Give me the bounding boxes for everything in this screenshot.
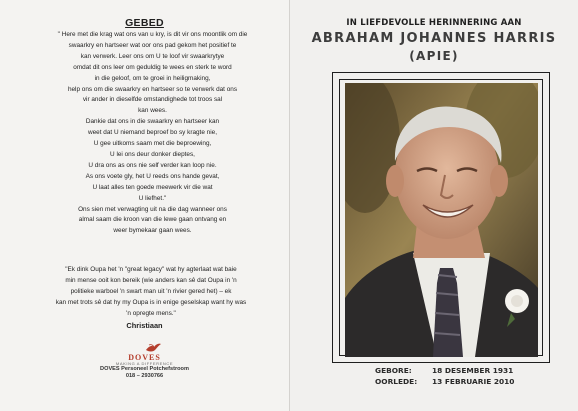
portrait-photo <box>345 83 538 357</box>
quote-line: politieke warboel 'n swart man uit 'n rivier gered het) – ek <box>70 287 232 295</box>
prayer-text <box>30 30 275 237</box>
prayer-line: As ons voete gly, het U reeds ons hande gevat, <box>85 172 220 180</box>
prayer-line: Dankie dat ons in die swaarkry en hartseer kan <box>85 118 220 126</box>
prayer-line: U lei ons deur donker dieptes, <box>110 150 195 158</box>
quote-author: Christiaan <box>126 321 163 330</box>
tribute-quote <box>26 265 276 320</box>
undertaker-phone: 018 – 2930766 <box>125 373 164 379</box>
prayer-line: weer bymekaar gaan wees. <box>113 227 192 235</box>
undertaker-name: DOVES Personeel Potchefstroom <box>100 366 189 372</box>
undertaker-tagline: MAKING A DIFFERENCE <box>115 361 174 366</box>
death-label: OORLEDE: <box>375 376 418 386</box>
prayer-line: U gee uitkoms saam met die beproewing, <box>93 140 212 148</box>
prayer-line: U liefhet." <box>138 194 167 202</box>
life-dates <box>375 366 514 387</box>
prayer-line: weet dat U niemand beproef bo sy kragte nie, <box>88 129 217 137</box>
birth-date: 18 DESEMBER 1931 <box>432 366 514 375</box>
death-date-row <box>375 377 514 388</box>
birth-date-row <box>375 366 514 377</box>
quote-line: min mense ooit kon bereik (wie anders kan sê dat Oupa in 'n <box>65 276 237 284</box>
undertaker-logo: DOVES <box>128 353 161 362</box>
birth-label: GEBORE: <box>375 366 412 375</box>
deceased-name: ABRAHAM JOHANNES HARRIS <box>311 31 557 46</box>
quote-line: kan met trots sê dat hy my Oupa is in enige geselskap want hy was <box>55 298 247 306</box>
quote-line: 'n opregte mens." <box>126 309 176 317</box>
prayer-line: help ons om die swaarkry en hartseer so te verwerk dat ons <box>67 85 238 93</box>
prayer-title: GEBED <box>125 17 164 29</box>
prayer-line: in die geloof, om te groei in heiligmaking, <box>94 74 211 82</box>
prayer-line: kan verwerk. Leer ons om U te loof vir swaarkrytye <box>80 52 225 60</box>
prayer-line: " Here met die krag wat ons van u kry, is dit vir ons moontlik om die <box>57 31 248 38</box>
quote-line: "Ek dink Oupa het 'n "great legacy" wat hy agterlaat wat baie <box>65 266 237 273</box>
prayer-line: omdat dit ons leer om geduldig te wees en sterk te word <box>73 63 232 71</box>
prayer-line: swaarkry en hartseer wat oor ons pad gekom het positief te <box>68 41 237 49</box>
prayer-line: U dra ons as ons nie self verder kan loop nie. <box>88 161 217 169</box>
death-date: 13 FEBRUARIE 2010 <box>432 376 515 386</box>
prayer-line: Ons sien met verwagting uit na die dag wanneer ons <box>78 205 227 213</box>
prayer-line: vir ander in dieselfde omstandighede tot troos sal <box>82 96 223 104</box>
prayer-line: kan wees. <box>138 107 167 115</box>
prayer-line: almal saam die kroon van die lewe gaan ontvang en <box>78 216 227 224</box>
memorial-heading: IN LIEFDEVOLLE HERINNERING AAN <box>346 18 522 28</box>
deceased-nickname: (APIE) <box>409 49 459 63</box>
prayer-line: U laat alles ten goede meewerk vir die wat <box>92 183 213 191</box>
